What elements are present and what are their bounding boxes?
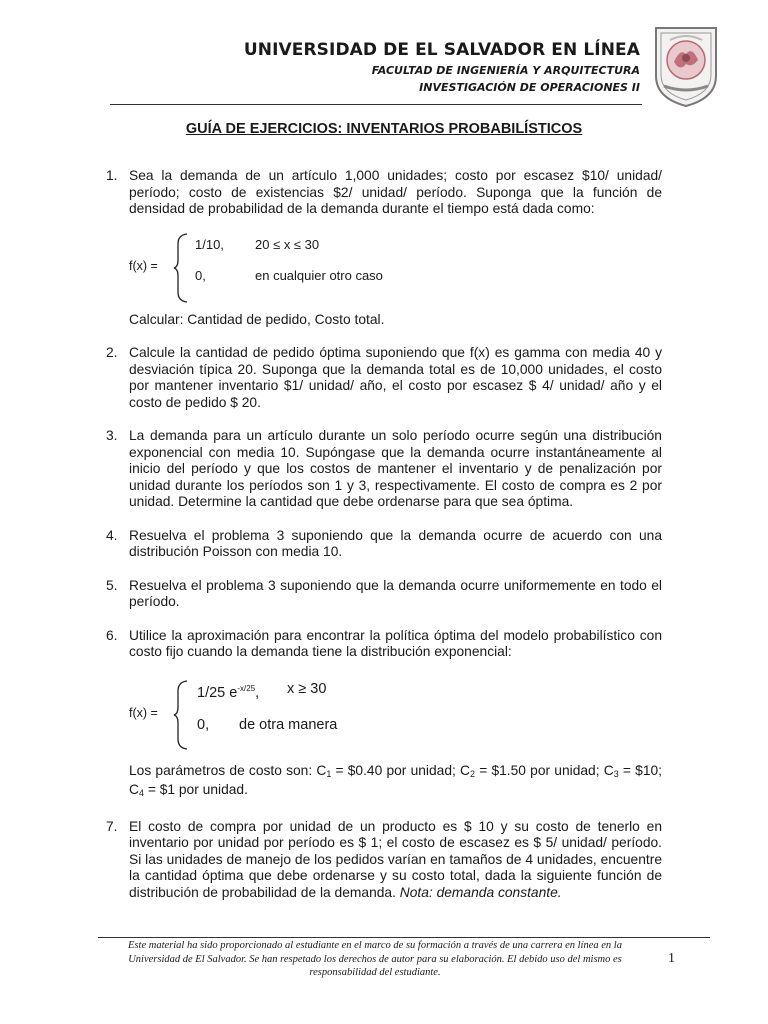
case-1-exponent: -x/25: [237, 683, 256, 693]
exercise-list: [106, 168, 662, 918]
exercise-text: Resuelva el problema 3 suponiendo que la demanda ocurre de acuerdo con una distribución Poisson con media 10.: [129, 527, 662, 559]
density-function: [129, 679, 662, 753]
university-seal-icon: [650, 24, 722, 108]
density-function: [129, 234, 662, 304]
exercise-number: 5.: [106, 577, 118, 593]
document-title: GUÍA DE EJERCICIOS: INVENTARIOS PROBABILÍSTICOS: [185, 121, 583, 137]
cost-parameters: Los parámetros de costo son: $C_1$ = $0.40 por unidad; $C_2$ = $1.50 por unidad; $C_3$ = $10; $C_4$ = $1 por unidad.: [129, 762, 663, 798]
footer-disclaimer: Este material ha sido proporcionado al estudiante en el marco de su formación a través de una carrera en línea en la Universidad de El Salvador. Se han respetado los derechos de autor para su elaboración. El debido uso del mismo es responsabilidad del estudiante.: [128, 940, 622, 978]
exercise-text: La demanda para un artículo durante un solo período ocurre según una distribución exponencial con media 10. Supóngase que la demanda ocurre instantáneamente al inicio del período y que los costos de mantener el inventario y de penalización por unidad durante los períodos son 1 y 3, respectivamente. El costo de compra es 2 por unidad. Determine la cantidad que debe ordenarse para que sea óptima.: [129, 428, 662, 509]
exercise-number: 1.: [106, 168, 118, 183]
footer-divider: [98, 937, 710, 938]
exercise-text: Resuelva el problema 3 suponiendo que la demanda ocurre uniformemente en todo el período.: [129, 577, 662, 609]
case-2-value: 0,: [195, 267, 206, 283]
case-1-condition: 20 ≤ x ≤ 30: [255, 236, 320, 252]
faculty-name: FACULTAD DE INGENIERÍA Y ARQUITECTURA: [371, 64, 640, 77]
exercise-task: Calcular: Cantidad de pedido, Costo total.: [129, 311, 385, 327]
document-header: [110, 40, 640, 94]
university-name: UNIVERSIDAD DE EL SALVADOR EN LÍNEA: [243, 40, 640, 60]
exercise-text: Sea la demanda de un artículo 1,000 unidades; costo por escasez $10/ unidad/ período; costo de existencias $2/ unidad/ período. Suponga que la función de densidad de probabilidad de la demanda durante el tiempo está dada como:: [129, 168, 662, 216]
exercise-text: Calcule la cantidad de pedido óptima suponiendo que f(x) es gamma con media 40 y desviación típica 20. Suponga que la demanda total es de 10,000 unidades, el costo por mantener inventario $1/ unidad/ año, el costo por escasez $ 4/ unidad/ año y el costo de pedido $ 20.: [129, 345, 662, 410]
exercise-number: 4.: [106, 527, 118, 543]
exercise-text: El costo de compra por unidad de un producto es $ 10 y su costo de tenerlo en inventario por unidad por período es $ 1; el costo de escasez es $ 5/ unidad/ período. Si las unidades de manejo de los pedidos varían en tamaños de 4 unidades, encuentre la cantidad óptima que debe ordenarse y su costo total, dada la siguiente función de distribución de probabilidad de la demanda.: [129, 818, 662, 900]
exercise-5: [106, 578, 662, 611]
exercise-note: Nota: demanda constante.: [399, 884, 562, 900]
exercise-number: 7.: [106, 818, 118, 834]
case-2-value: 0,: [197, 716, 210, 733]
case-2-condition: de otra manera: [239, 716, 338, 733]
exercise-3: [106, 428, 662, 511]
exercise-number: 2.: [106, 345, 118, 360]
page-number: 1: [668, 951, 675, 966]
formula-lhs: f(x) =: [129, 705, 158, 720]
department-name: INVESTIGACIÓN DE OPERACIONES II: [419, 81, 640, 94]
exercise-2: [106, 345, 662, 411]
exercise-7: [106, 819, 662, 902]
header-divider: [110, 104, 642, 105]
case-1-value: 1/25 e: [197, 684, 238, 701]
exercise-text: Utilice la aproximación para encontrar la política óptima del modelo probabilístico con costo fijo cuando la demanda tiene la distribución exponencial:: [129, 627, 662, 659]
case-1-comma: ,: [255, 684, 260, 701]
exercise-6: [106, 628, 662, 802]
exercise-number: 6.: [106, 627, 118, 643]
exercise-1: [106, 168, 662, 328]
exercise-4: [106, 528, 662, 561]
left-brace-icon: [173, 677, 189, 753]
case-1-value: 1/10,: [195, 236, 224, 252]
formula-lhs: f(x) =: [129, 258, 158, 273]
left-brace-icon: [173, 232, 189, 304]
case-1-condition: x ≥ 30: [287, 680, 327, 697]
case-2-condition: en cualquier otro caso: [255, 267, 383, 283]
exercise-number: 3.: [106, 428, 118, 443]
